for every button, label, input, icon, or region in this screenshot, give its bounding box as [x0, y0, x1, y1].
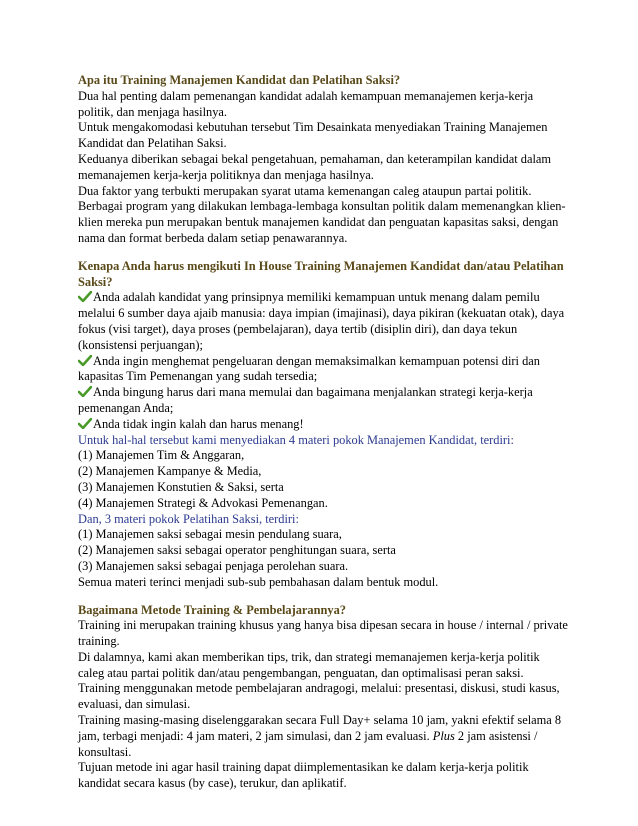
paragraph: Training ini merupakan training khusus yang hanya bisa dipesan secara in house / internal / private training. — [78, 618, 568, 649]
paragraph: Training menggunakan metode pembelajaran andragogi, melalui: presentasi, diskusi, studi kasus, evaluasi, dan simulasi. — [78, 681, 560, 712]
list-item: (1) Manajemen Tim & Anggaran, — [78, 448, 245, 463]
check-icon — [78, 291, 92, 302]
section-heading: Kenapa Anda harus mengikuti In House Training Manajemen Kandidat dan/atau Pelatihan Saksi? — [78, 258, 564, 289]
section-method — [78, 603, 568, 793]
paragraph-text: Training masing-masing diselenggarakan secara Full Day+ selama 10 jam, yakni efektif selama 8 jam, terbagi menjadi: 4 jam materi, 2 jam simulasi, dan 2 jam evaluasi. — [78, 713, 562, 743]
list-item: (2) Manajemen saksi sebagai operator penghitungan suara, serta — [78, 543, 396, 558]
list-item: (3) Manajemen saksi sebagai penjaga perolehan suara. — [78, 558, 349, 573]
check-icon — [78, 418, 92, 429]
paragraph: Semua materi terinci menjadi sub-sub pembahasan dalam bentuk modul. — [78, 574, 439, 589]
check-icon — [78, 386, 92, 397]
paragraph: Keduanya diberikan sebagai bekal pengetahuan, pemahaman, dan keterampilan kandidat dalam memanajemen kerja-kerja politiknya dan menjaga hasilnya. — [78, 151, 552, 182]
section-what-is-training — [78, 73, 568, 247]
paragraph: Di dalamnya, kami akan memberikan tips, trik, dan strategi memanajemen kerja-kerja politik caleg atau partai politik dan/atau pengembangan, penguatan, dan optimalisasi peran saksi. — [78, 649, 540, 680]
paragraph — [78, 713, 568, 760]
check-icon — [78, 355, 92, 366]
check-item — [78, 385, 568, 417]
list-item: (4) Manajemen Strategi & Advokasi Pemenangan. — [78, 495, 328, 510]
paragraph: Dua hal penting dalam pemenangan kandidat adalah kemampuan memanajemen kerja-kerja politik, dan menjaga hasilnya. — [78, 88, 534, 119]
check-item-text: Anda ingin menghemat pengeluaran dengan memaksimalkan kemampuan potensi diri dan kapasitas Tim Pemenangan yang sudah tersedia; — [78, 353, 540, 384]
materials-intro: Untuk hal-hal tersebut kami menyediakan 4 materi pokok Manajemen Kandidat, terdiri: — [78, 432, 514, 447]
section-heading: Apa itu Training Manajemen Kandidat dan Pelatihan Saksi? — [78, 73, 401, 87]
check-item-text: Anda adalah kandidat yang prinsipnya memiliki kemampuan untuk menang dalam pemilu melalui 6 sumber daya ajaib manusia: daya impian (imajinasi), daya pikiran (kekuatan otak), daya fokus (visi target), daya proses (pembelajaran), daya tertib (disiplin diri), dan daya tekun (konsistensi perjuangan); — [78, 290, 565, 352]
check-item — [78, 417, 568, 433]
paragraph-text: 2 jam asistensi / konsultasi. — [78, 728, 538, 759]
paragraph: Tujuan metode ini agar hasil training dapat diimplementasikan ke dalam kerja-kerja politik kandidat secara kasus (by case), terukur, dan aplikatif. — [78, 760, 529, 791]
paragraph: Dua faktor yang terbukti merupakan syarat utama kemenangan caleg ataupun partai politik. — [78, 183, 532, 198]
paragraph: Berbagai program yang dilakukan lembaga-lembaga konsultan politik dalam memenangkan klien-klien mereka pun merupakan bentuk manajemen kandidat dan penguatan kapasitas saksi, dengan nama dan format berbeda dalam setiap penawarannya. — [78, 199, 566, 245]
section-why-attend — [78, 259, 568, 591]
paragraph: Untuk mengakomodasi kebutuhan tersebut Tim Desainkata menyediakan Training Manajemen Kandidat dan Pelatihan Saksi. — [78, 120, 548, 151]
paragraph-italic: Plus — [432, 728, 455, 743]
materials-intro: Dan, 3 materi pokok Pelatihan Saksi, terdiri: — [78, 511, 299, 526]
list-item: (3) Manajemen Konstutien & Saksi, serta — [78, 479, 284, 494]
check-item — [78, 354, 568, 386]
check-item-text: Anda bingung harus dari mana memulai dan bagaimana menjalankan strategi kerja-kerja pemenangan Anda; — [78, 385, 533, 415]
section-heading: Bagaimana Metode Training & Pembelajarannya? — [78, 602, 346, 617]
check-item — [78, 290, 568, 353]
list-item: (2) Manajemen Kampanye & Media, — [78, 464, 262, 479]
list-item: (1) Manajemen saksi sebagai mesin pendulang suara, — [78, 527, 342, 542]
document-page — [78, 73, 568, 804]
check-item-text: Anda tidak ingin kalah dan harus menang! — [93, 416, 304, 431]
